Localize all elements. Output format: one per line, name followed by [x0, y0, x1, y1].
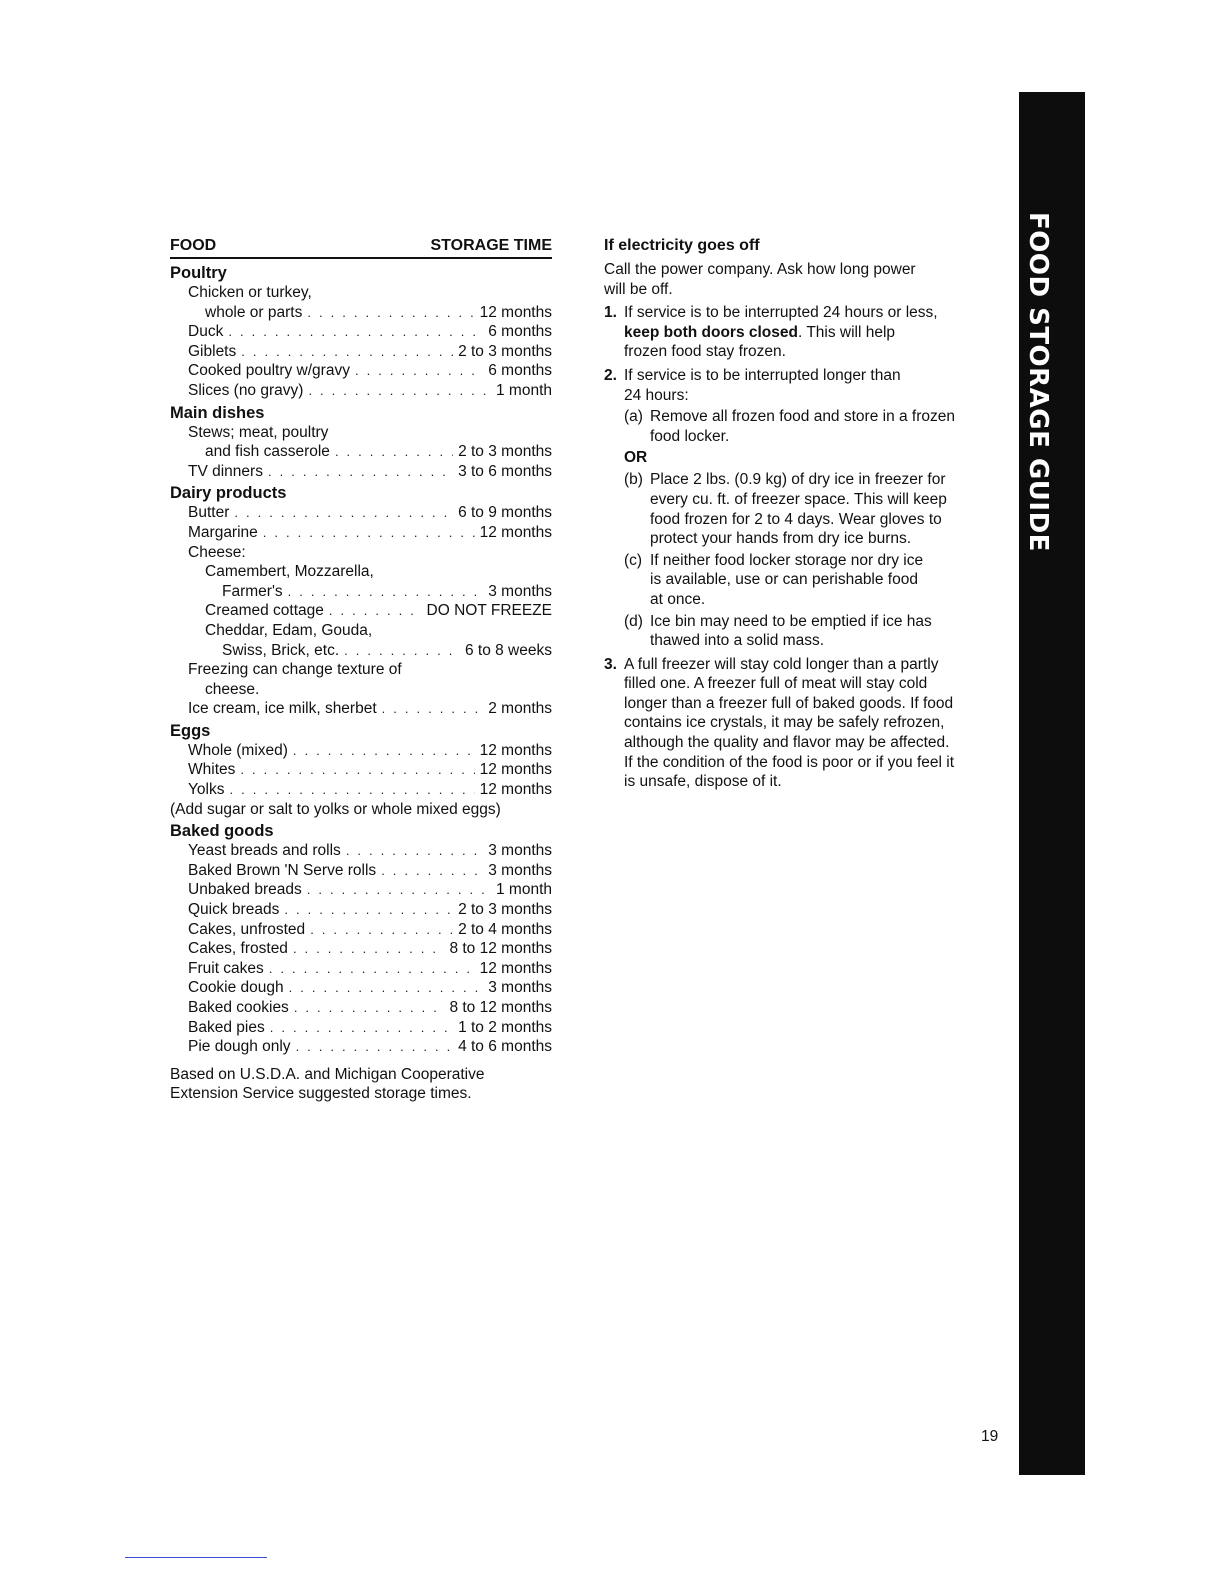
table-row: [170, 462, 552, 482]
freezing-note: Freezing can change texture of: [188, 661, 402, 679]
item-label: Whole (mixed): [188, 741, 288, 759]
storage-time: 2 to 4 months: [458, 920, 552, 938]
sub-line: every cu. ft. of freezer space. This will keep: [650, 490, 947, 508]
table-row: [170, 442, 552, 462]
sub-line: food locker.: [650, 427, 730, 445]
item-line: although the quality and flavor may be affected.: [624, 734, 950, 752]
dot-leader: [268, 462, 453, 482]
dot-leader: [263, 523, 475, 543]
dot-leader: [307, 880, 491, 900]
item-label: and fish casserole: [205, 443, 330, 461]
item-line: is unsafe, dispose of it.: [624, 773, 782, 791]
sub-letter: (c): [624, 551, 643, 569]
item-line: If service is to be interrupted longer than: [624, 366, 901, 384]
section-heading-dairy: Dairy products: [170, 484, 287, 503]
item-label: Farmer's: [222, 582, 283, 600]
list-item: [604, 366, 988, 651]
dot-leader: [355, 361, 483, 381]
table-row: [170, 900, 552, 920]
storage-time: DO NOT FREEZE: [426, 602, 552, 620]
item-label: Baked pies: [188, 1018, 265, 1036]
item-label: TV dinners: [188, 462, 263, 480]
sub-item: [624, 470, 988, 548]
intro-paragraph: [604, 260, 988, 299]
item-label: Fruit cakes: [188, 959, 264, 977]
storage-time: 1 to 2 months: [458, 1018, 552, 1036]
storage-time: 6 months: [488, 323, 552, 341]
storage-time: 3 to 6 months: [458, 462, 552, 480]
item-line: 24 hours:: [624, 386, 689, 404]
section-heading-eggs: Eggs: [170, 721, 211, 740]
item-label: Duck: [188, 323, 224, 341]
footnote-line: Based on U.S.D.A. and Michigan Cooperative: [170, 1065, 485, 1083]
item-label: Whites: [188, 761, 236, 779]
table-row: [170, 322, 552, 342]
item-label: Margarine: [188, 523, 258, 541]
storage-time: 2 months: [488, 700, 552, 718]
item-line: [624, 323, 988, 343]
item-label: Cookie dough: [188, 979, 284, 997]
item-line: filled one. A freezer full of meat will stay cold: [624, 675, 928, 693]
side-tab-label: FOOD STORAGE GUIDE: [1023, 212, 1053, 552]
dot-leader: [346, 841, 483, 861]
table-row: [170, 601, 552, 621]
storage-time: 12 months: [479, 959, 552, 977]
table-row: [170, 998, 552, 1018]
item-label: Giblets: [188, 342, 237, 360]
table-row: [170, 741, 552, 761]
item-number: 1.: [604, 304, 617, 322]
table-row: [170, 880, 552, 900]
dot-leader: [234, 503, 453, 523]
eggs-note: (Add sugar or salt to yolks or whole mixed eggs): [170, 800, 501, 818]
table-row: [170, 641, 552, 661]
sub-body: [650, 551, 988, 610]
sub-letter: (b): [624, 471, 643, 489]
storage-time: 6 months: [488, 362, 552, 380]
sub-letter: (a): [624, 408, 643, 426]
item-label: Pie dough only: [188, 1038, 291, 1056]
item-label: Cakes, frosted: [188, 940, 288, 958]
list-item: [604, 303, 988, 362]
storage-time: 6 to 9 months: [458, 504, 552, 522]
sub-line: protect your hands from dry ice burns.: [650, 530, 912, 548]
storage-time: 8 to 12 months: [449, 940, 552, 958]
item-label: Quick breads: [188, 901, 280, 919]
item-body: [624, 366, 988, 651]
intro-line: will be off.: [604, 280, 673, 298]
list-item: [604, 655, 988, 792]
dot-leader: [229, 780, 474, 800]
item-label: Baked Brown 'N Serve rolls: [188, 861, 377, 879]
table-row: [170, 582, 552, 602]
item-label: Yolks: [188, 781, 225, 799]
storage-time: 3 months: [488, 842, 552, 860]
item-label: Yeast breads and rolls: [188, 842, 341, 860]
dot-leader: [344, 641, 460, 661]
item-label: Cakes, unfrosted: [188, 920, 306, 938]
storage-time: 1 month: [495, 881, 552, 899]
item-label: Swiss, Brick, etc.: [222, 641, 340, 659]
bottom-rule: [125, 1557, 267, 1558]
dot-leader: [293, 939, 445, 959]
electricity-section: [604, 236, 988, 792]
sub-item: [624, 612, 988, 651]
or-label: OR: [624, 449, 648, 467]
sub-body: [650, 612, 988, 651]
sub-letter: (d): [624, 612, 643, 630]
item-label: Cheddar, Edam, Gouda,: [205, 621, 373, 639]
storage-time: 2 to 3 months: [458, 342, 552, 360]
dot-leader: [335, 442, 453, 462]
item-body: [624, 655, 988, 792]
table-row: [170, 920, 552, 940]
dot-leader: [284, 900, 453, 920]
table-row: [170, 760, 552, 780]
item-label: Stews; meat, poultry: [188, 423, 329, 441]
emphasis-text: keep both doors closed: [624, 323, 798, 341]
dot-leader: [228, 322, 483, 342]
storage-time: 3 months: [488, 861, 552, 879]
item-label: Chicken or turkey,: [188, 284, 312, 301]
storage-time: 12 months: [479, 523, 552, 541]
item-line: contains ice crystals, it may be safely refrozen,: [624, 714, 945, 732]
sub-line: Remove all frozen food and store in a frozen: [650, 408, 956, 426]
item-line: If service is to be interrupted 24 hours or less,: [624, 304, 938, 322]
item-body: [624, 303, 988, 362]
table-row: [170, 1018, 552, 1038]
dot-leader: [294, 998, 445, 1018]
storage-time: 12 months: [479, 761, 552, 779]
item-label: Creamed cottage: [205, 602, 324, 620]
dot-leader: [270, 1018, 453, 1038]
storage-time: 12 months: [479, 781, 552, 799]
dot-leader: [381, 861, 483, 881]
header-food: FOOD: [170, 237, 217, 254]
item-label: Ice cream, ice milk, sherbet: [188, 700, 377, 718]
intro-line: Call the power company. Ask how long power: [604, 261, 916, 278]
table-row: [170, 861, 552, 881]
section-heading-baked-goods: Baked goods: [170, 822, 274, 841]
item-label: Slices (no gravy): [188, 381, 304, 399]
storage-time: 4 to 6 months: [458, 1038, 552, 1056]
item-label: Unbaked breads: [188, 881, 302, 899]
header-storage-time: STORAGE TIME: [430, 237, 552, 254]
storage-time: 12 months: [479, 741, 552, 759]
sub-line: Place 2 lbs. (0.9 kg) of dry ice in freezer for: [650, 471, 946, 489]
footnote-line: Extension Service suggested storage times.: [170, 1085, 472, 1103]
sub-item: [624, 407, 988, 446]
table-row: [170, 523, 552, 543]
table-row: [170, 939, 552, 959]
dot-leader: [240, 760, 474, 780]
table-row: [170, 503, 552, 523]
table-row: [170, 303, 552, 323]
sub-line: Ice bin may need to be emptied if ice has: [650, 612, 932, 630]
table-header: [170, 236, 552, 259]
page-number: 19: [981, 1428, 999, 1445]
item-label: Butter: [188, 504, 230, 522]
table-row: [170, 361, 552, 381]
dot-leader: [310, 920, 453, 940]
section-heading-main-dishes: Main dishes: [170, 403, 265, 422]
item-label: Cheese:: [188, 543, 246, 561]
item-label: Cooked poultry w/gravy: [188, 362, 350, 380]
dot-leader: [293, 741, 475, 761]
item-line: longer than a freezer full of baked goods. If food: [624, 694, 954, 712]
table-row: [170, 780, 552, 800]
dot-leader: [307, 303, 474, 323]
table-row: [170, 1037, 552, 1057]
table-row: [170, 841, 552, 861]
item-label: whole or parts: [205, 303, 303, 321]
table-row: [170, 699, 552, 719]
dot-leader: [382, 699, 484, 719]
table-row: [170, 978, 552, 998]
item-number: 2.: [604, 366, 617, 384]
table-row: [170, 959, 552, 979]
storage-time: 1 month: [495, 381, 552, 399]
storage-time: 2 to 3 months: [458, 443, 552, 461]
sub-body: [650, 470, 988, 548]
item-number: 3.: [604, 655, 617, 673]
storage-time: 3 months: [488, 582, 552, 600]
item-text: . This will help: [797, 323, 896, 341]
dot-leader: [241, 342, 453, 362]
sub-line: at once.: [650, 590, 706, 608]
table-row: [170, 381, 552, 401]
freezing-note: cheese.: [205, 680, 260, 698]
sub-line: is available, use or can perishable food: [650, 571, 918, 589]
dot-leader: [288, 582, 484, 602]
dot-leader: [289, 978, 484, 998]
dot-leader: [329, 601, 422, 621]
sub-line: If neither food locker storage nor dry ice: [650, 551, 924, 569]
section-heading-poultry: Poultry: [170, 264, 227, 282]
source-footnote: [170, 1065, 552, 1104]
storage-time: 8 to 12 months: [449, 999, 552, 1016]
storage-table: [170, 236, 552, 1104]
electricity-heading: If electricity goes off: [604, 237, 760, 254]
table-row: [170, 342, 552, 362]
storage-time: 2 to 3 months: [458, 901, 552, 919]
item-label: Baked cookies: [188, 999, 289, 1016]
storage-time: 3 months: [488, 979, 552, 997]
dot-leader: [296, 1037, 454, 1057]
sub-body: [650, 407, 988, 446]
sub-line: thawed into a solid mass.: [650, 632, 825, 650]
dot-leader: [308, 381, 491, 401]
storage-time: 6 to 8 weeks: [464, 641, 552, 659]
dot-leader: [269, 959, 475, 979]
item-line: If the condition of the food is poor or if you feel it: [624, 753, 955, 771]
sub-line: food frozen for 2 to 4 days. Wear gloves to: [650, 510, 942, 528]
item-line: A full freezer will stay cold longer than a partly: [624, 655, 939, 673]
item-label: Camembert, Mozzarella,: [205, 563, 374, 581]
storage-time: 12 months: [479, 303, 552, 321]
item-line: frozen food stay frozen.: [624, 343, 786, 361]
sub-item: [624, 551, 988, 610]
